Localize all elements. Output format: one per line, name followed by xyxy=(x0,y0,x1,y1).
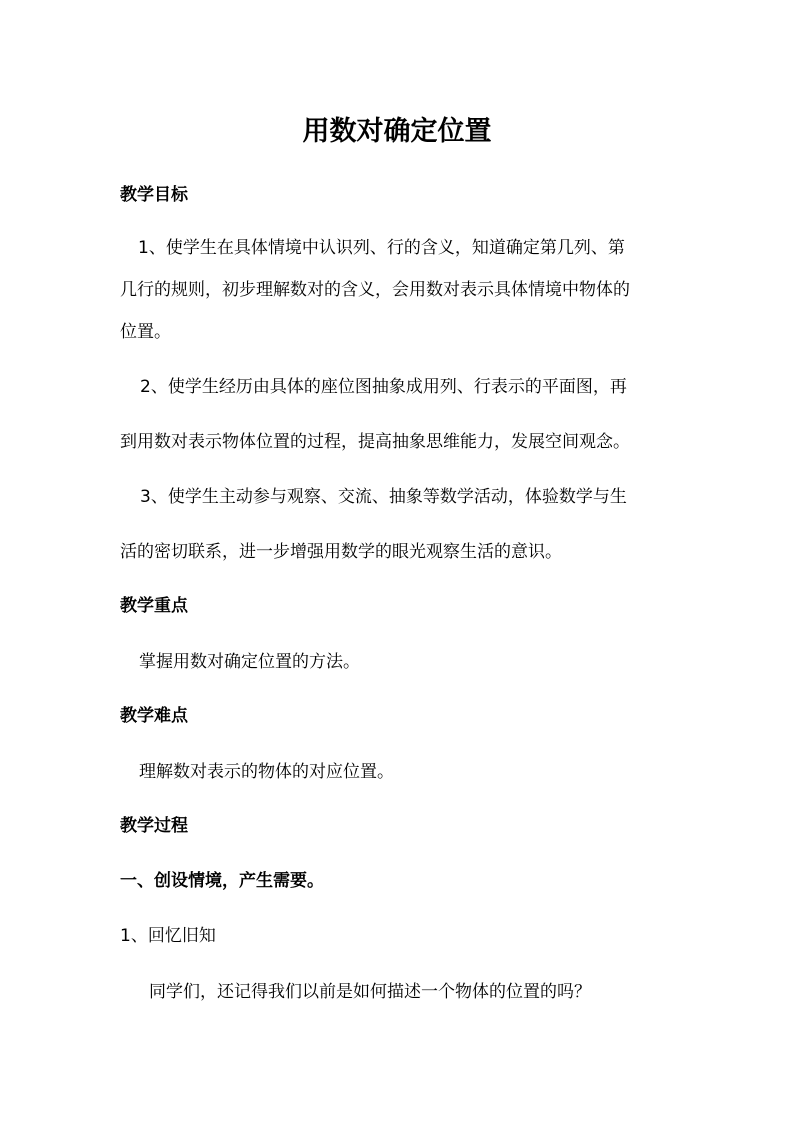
objective-item-3 xyxy=(120,485,680,565)
key-point-text: 掌握用数对确定位置的方法。 xyxy=(139,652,360,672)
difficulty-text: 理解数对表示的物体的对应位置。 xyxy=(139,762,394,782)
objective-1-line-1: 1、使学生在具体情境中认识列、行的含义，知道确定第几列、第 xyxy=(138,238,625,258)
process-step-1-title: 一、创设情境，产生需要。 xyxy=(120,871,324,891)
process-heading: 教学过程 xyxy=(120,816,188,836)
objective-item-1 xyxy=(120,236,680,346)
objectives-heading: 教学目标 xyxy=(120,185,188,205)
difficulty-heading: 教学难点 xyxy=(120,706,188,726)
document-title: 用数对确定位置 xyxy=(302,116,492,147)
objective-3-line-2: 活的密切联系，进一步增强用数学的眼光观察生活的意识。 xyxy=(120,542,562,562)
objective-2-line-1: 2、使学生经历由具体的座位图抽象成用列、行表示的平面图，再 xyxy=(140,377,627,397)
objective-3-line-1: 3、使学生主动参与观察、交流、抽象等数学活动，体验数学与生 xyxy=(140,487,627,507)
objective-2-line-2: 到用数对表示物体位置的过程，提高抽象思维能力，发展空间观念。 xyxy=(120,432,630,452)
process-sub-1-text: 同学们，还记得我们以前是如何描述一个物体的位置的吗？ xyxy=(149,982,591,1002)
objective-1-line-3: 位置。 xyxy=(120,322,171,342)
objective-item-2 xyxy=(120,375,680,455)
objective-1-line-2: 几行的规则，初步理解数对的含义，会用数对表示具体情境中物体的 xyxy=(120,280,630,300)
key-point-heading: 教学重点 xyxy=(120,596,188,616)
process-sub-1-title: 1、回忆旧知 xyxy=(120,926,216,946)
